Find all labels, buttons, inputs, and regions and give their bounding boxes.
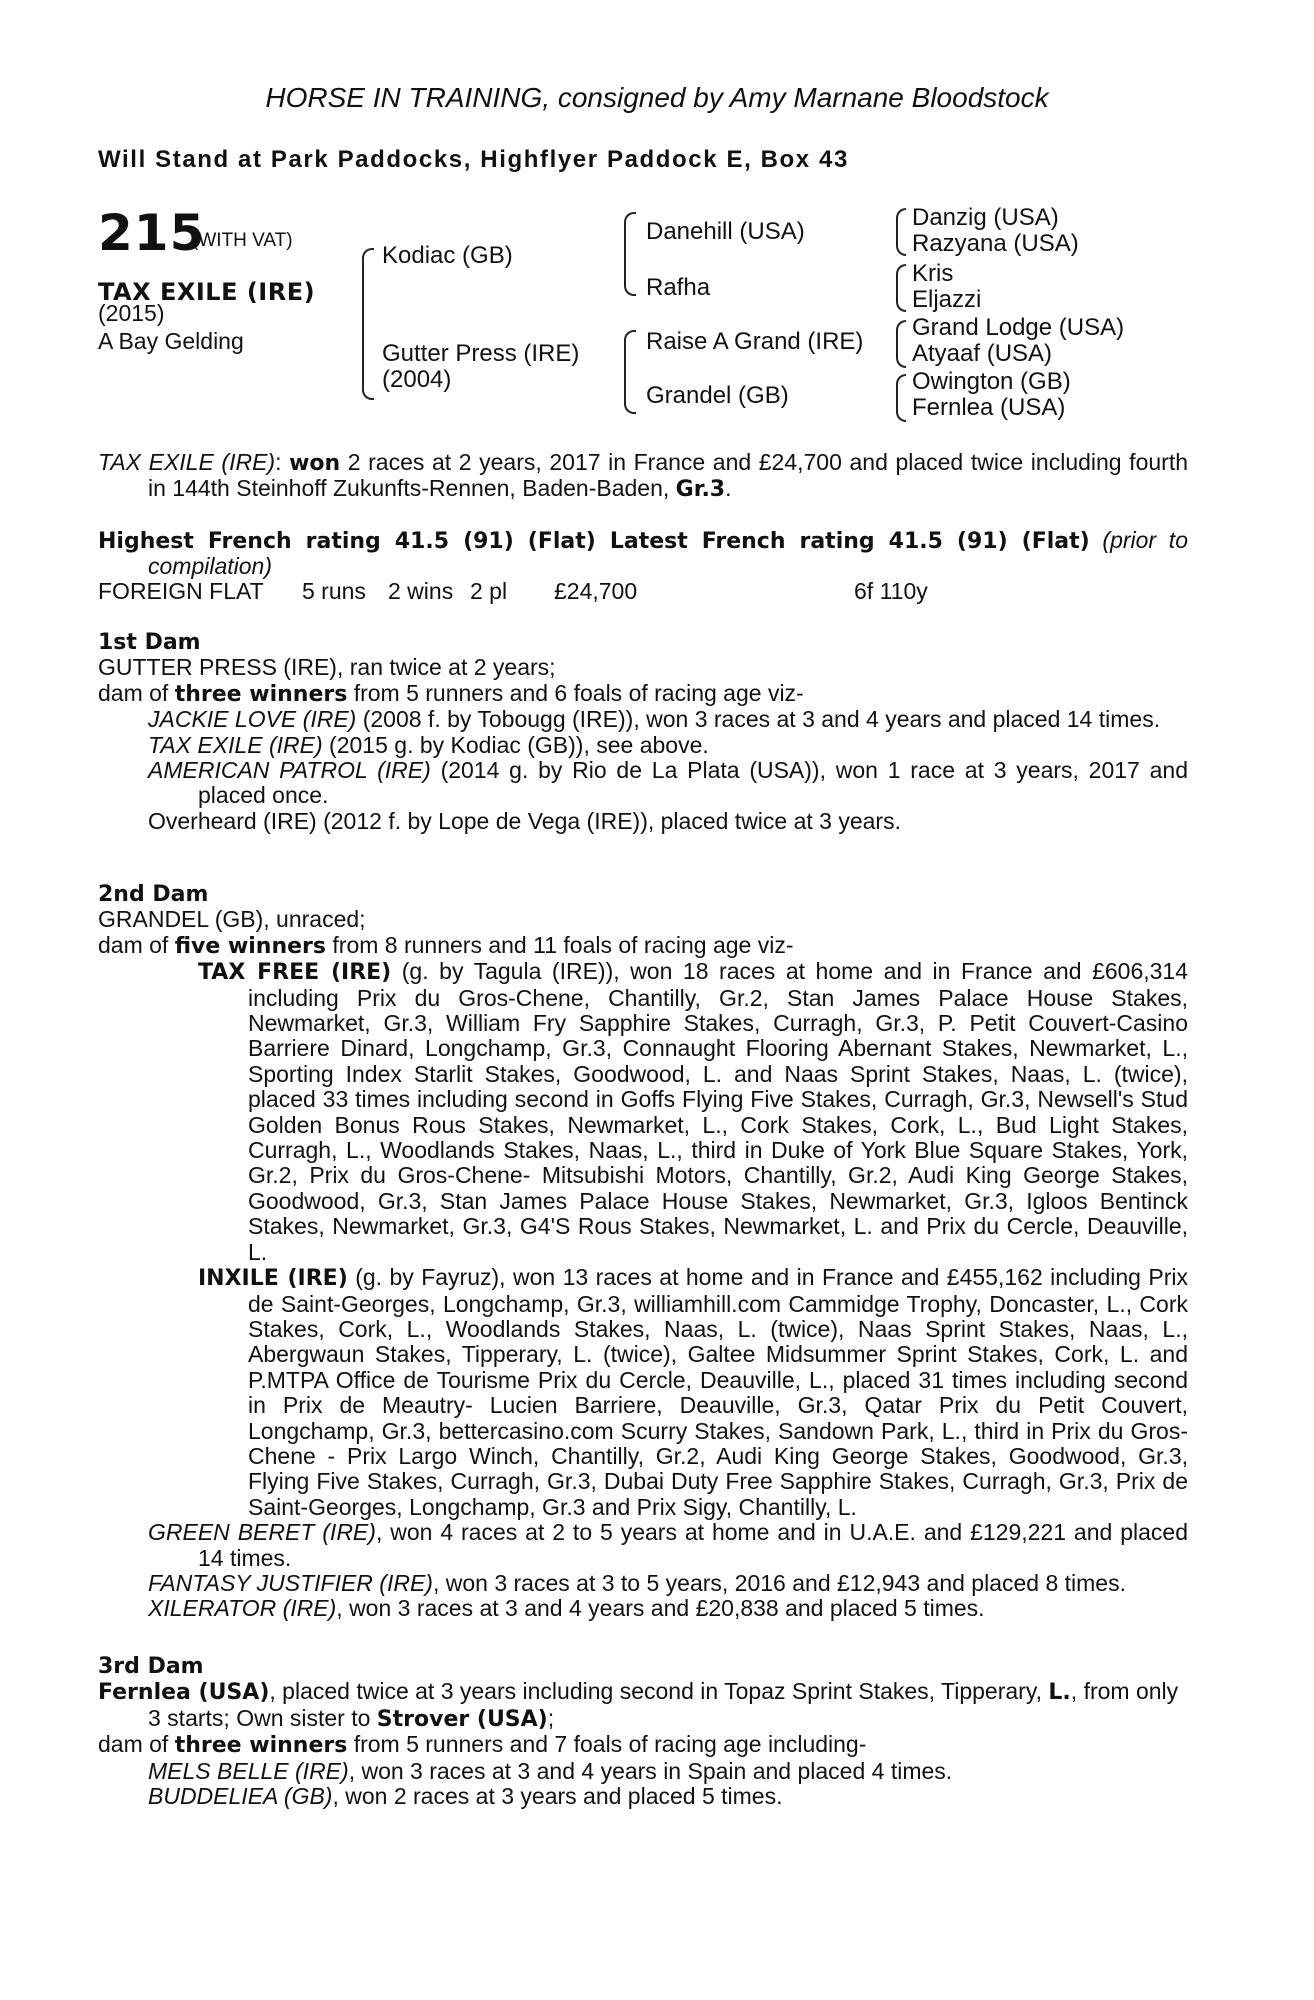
section-heading: 3rd Dam [98, 1654, 204, 1679]
offspring-name: XILERATOR (IRE) [148, 1595, 337, 1622]
offspring-name: GREEN BERET (IRE) [148, 1519, 376, 1546]
offspring-text: (2014 g. by Rio de La Plata (USA)), won 1 race at 3 years, 2017 and placed once. [198, 757, 1188, 809]
horse-name: TAX EXILE (IRE) [98, 278, 316, 306]
rating-line [98, 528, 1188, 580]
offspring-entry [98, 707, 1188, 732]
offspring-text: (2015 g. by Kodiac (GB)), see above. [322, 731, 709, 758]
pedigree-brace [896, 374, 906, 422]
offspring-entry [98, 1520, 1188, 1571]
offspring-name: INXILE (IRE) [198, 1266, 348, 1292]
dam-line [98, 1679, 1188, 1732]
dam-text: dam of [98, 1731, 175, 1758]
summary-text: . [725, 475, 732, 502]
form-label: FOREIGN FLAT [98, 578, 264, 604]
pedigree-sire-sire: Danehill (USA) [646, 218, 805, 245]
dam-line: GUTTER PRESS (IRE), ran twice at 2 years; [98, 654, 556, 681]
pedigree-brace [362, 248, 374, 400]
section-heading: 1st Dam [98, 630, 201, 655]
offspring-name: BUDDELIEA (GB) [148, 1783, 333, 1810]
pedigree-sire-dam: Rafha [646, 274, 711, 301]
dam-text: dam of [98, 679, 175, 706]
sister-name: Strover (USA) [376, 1706, 548, 1732]
offspring-entry: Overheard (IRE) (2012 f. by Lope de Vega (IRE)), placed twice at 3 years. [148, 807, 901, 834]
section-heading: 2nd Dam [98, 882, 209, 907]
first-dam-section [98, 630, 1188, 834]
dam-winners: five winners [174, 933, 327, 959]
pedigree-dsd: Atyaaf (USA) [912, 340, 1053, 367]
form-earnings: £24,700 [554, 578, 638, 604]
summary-horse-name: TAX EXILE (IRE) [98, 449, 276, 475]
dam-text: dam of [98, 931, 175, 958]
page-title: HORSE IN TRAINING, consigned by Amy Marnane Bloodstock [265, 82, 1049, 113]
pedigree-dds: Owington (GB) [912, 368, 1071, 395]
dam-text: from 8 runners and 11 foals of racing age viz- [326, 931, 794, 958]
form-distance: 6f 110y [854, 578, 928, 604]
form-placed: 2 pl [470, 578, 508, 604]
offspring-entry [98, 1596, 1188, 1621]
offspring-name: AMERICAN PATROL (IRE) [148, 757, 431, 784]
pedigree-ssd: Razyana (USA) [912, 230, 1079, 257]
pedigree-dam: Gutter Press (IRE) [382, 340, 580, 367]
offspring-text: , won 2 races at 3 years and placed 5 times. [332, 1783, 783, 1810]
offspring-entry [98, 1571, 1188, 1596]
second-dam-section [98, 882, 1188, 1622]
dam-text: ; [547, 1704, 555, 1731]
pedigree-brace [624, 330, 636, 414]
offspring-name: FANTASY JUSTIFIER (IRE) [148, 1569, 433, 1596]
pedigree-sire: Kodiac (GB) [382, 242, 513, 269]
pedigree-sds: Kris [912, 260, 954, 287]
offspring-entry [98, 758, 1188, 809]
pedigree-brace [896, 320, 906, 368]
third-dam-section [98, 1654, 1188, 1809]
summary-grade: Gr.3 [675, 477, 726, 503]
rating-text: Highest French rating 41.5 (91) (Flat) Latest French rating 41.5 (91) (Flat) [98, 529, 1090, 554]
offspring-name: JACKIE LOVE (IRE) [148, 706, 357, 733]
pedigree-sss: Danzig (USA) [912, 204, 1059, 231]
vat-note: (WITH VAT) [192, 230, 293, 251]
offspring-entry [98, 1759, 1188, 1784]
dam-name: Fernlea (USA) [98, 1680, 270, 1706]
offspring-name: TAX FREE (IRE) [198, 960, 392, 986]
offspring-text: (g. by Tagula (IRE)), won 18 races at home and in France and £606,314 including Prix du Gros-Chene, Chantilly, Gr.2, Stan James Palace House Stakes, Newmarket, Gr.3, William Fry Sapphire Stakes, Curragh, Gr.3, P. Petit Couvert-Casino Barriere Dinard, Longchamp, Gr.3, Connaught Flooring Abernant Stakes, Newmarket, L., Sporting Index Starlit Stakes, Goodwood, L. and Naas Sprint Stakes, Naas, L. (twice), placed 33 times including second in Goffs Flying Five Stakes, Curragh, Gr.3, Newsell's Stud Golden Bonus Rous Stakes, Newmarket, L., Cork Stakes, Cork, L., Bud Light Stakes, Curragh, L., Woodlands Stakes, Naas, L., third in Duke of York Blue Square Stakes, York, Gr.2, Prix du Gros-Chene- Mitsubishi Motors, Chantilly, Gr.2, Audi King George Stakes, Goodwood, Gr.3, Stan James Palace House Stakes, Newmarket, Gr.3, Igloos Bentinck Stakes, Newmarket, Gr.3, G4'S Rous Stakes, Newmarket, L. and Prix du Cercle, Deauville, L. [248, 958, 1188, 1265]
offspring-entry [98, 733, 1188, 758]
rating-note: (prior to compilation) [148, 527, 1188, 580]
pedigree-ddd: Fernlea (USA) [912, 394, 1066, 421]
offspring-entry [98, 1784, 1188, 1809]
dam-text: from 5 runners and 6 foals of racing age viz- [347, 679, 804, 706]
stand-location: Will Stand at Park Paddocks, Highflyer Paddock E, Box 43 [98, 146, 849, 173]
pedigree-brace [896, 208, 906, 256]
pedigree-dam-dam: Grandel (GB) [646, 382, 789, 409]
offspring-text: (g. by Fayruz), won 13 races at home and in France and £455,162 including Prix de Saint-Georges, Longchamp, Gr.3, williamhill.com Cammidge Trophy, Doncaster, L., Cork Stakes, Cork, L., Woodlands Stakes, Naas, L. (twice), Naas Sprint Stakes, Naas, L., Abergwaun Stakes, Tipperary, L. (twice), Galtee Midsummer Sprint Stakes, Cork, L. and P.MTPA Office de Tourisme Prix du Cercle, Deauville, L., placed 31 times including second in Prix de Meautry- Lucien Barriere, Deauville, Gr.3, Qatar Prix du Petit Couvert, Longchamp, Gr.3, bettercasino.com Scurry Stakes, Sandown Park, L., third in Prix du Gros-Chene - Prix Largo Winch, Chantilly, Gr.2, Audi King George Stakes, Goodwood, Gr.3, Flying Five Stakes, Curragh, Gr.3, Dubai Duty Free Sapphire Stakes, Curragh, Gr.3, Prix de Saint-Georges, Longchamp, Gr.3 and Prix Sigy, Chantilly, L. [248, 1264, 1189, 1520]
pedigree-dam-sire: Raise A Grand (IRE) [646, 328, 864, 355]
offspring-text: , won 3 races at 3 and 4 years and £20,838 and placed 5 times. [336, 1595, 985, 1622]
lot-number: 215 [98, 204, 206, 262]
dam-text: , placed twice at 3 years including second in Topaz Sprint Stakes, Tipperary, [269, 1678, 1049, 1705]
pedigree-dss: Grand Lodge (USA) [912, 314, 1125, 341]
dam-winners: three winners [174, 681, 348, 707]
form-wins: 2 wins [388, 578, 454, 604]
form-runs: 5 runs [302, 578, 366, 604]
pedigree-dam-year: (2004) [382, 366, 452, 393]
summary-text: : [275, 449, 290, 475]
pedigree-brace [624, 212, 636, 296]
offspring-entry [98, 1265, 1188, 1520]
summary-won: won [289, 451, 341, 476]
offspring-entry [98, 959, 1188, 1265]
horse-description: A Bay Gelding [98, 328, 244, 354]
summary-text: 2 races at 2 years, 2017 in France and £24,700 and placed twice including fourth in 144th Steinhoff Zukunfts-Rennen, Baden-Baden, [148, 449, 1189, 502]
pedigree-brace [896, 264, 906, 312]
dam-winners: three winners [174, 1733, 348, 1759]
race-summary [98, 450, 1188, 503]
dam-grade: L. [1048, 1680, 1071, 1706]
offspring-text: (2008 f. by Tobougg (IRE)), won 3 races at 3 and 4 years and placed 14 times. [356, 706, 1161, 733]
offspring-text: , won 3 races at 3 and 4 years in Spain and placed 4 times. [348, 1757, 953, 1784]
dam-line: GRANDEL (GB), unraced; [98, 906, 366, 933]
dam-text: , from only 3 starts; Own sister to [148, 1678, 1179, 1731]
offspring-name: TAX EXILE (IRE) [148, 731, 323, 758]
offspring-text: , won 4 races at 2 to 5 years at home and in U.A.E. and £129,221 and placed 14 times. [198, 1519, 1188, 1571]
offspring-text: , won 3 races at 3 to 5 years, 2016 and £12,943 and placed 8 times. [432, 1569, 1126, 1596]
dam-text: from 5 runners and 7 foals of racing age including- [347, 1731, 867, 1758]
pedigree-sdd: Eljazzi [912, 286, 982, 313]
foaling-year: (2015) [98, 300, 165, 326]
offspring-name: MELS BELLE (IRE) [148, 1757, 349, 1784]
